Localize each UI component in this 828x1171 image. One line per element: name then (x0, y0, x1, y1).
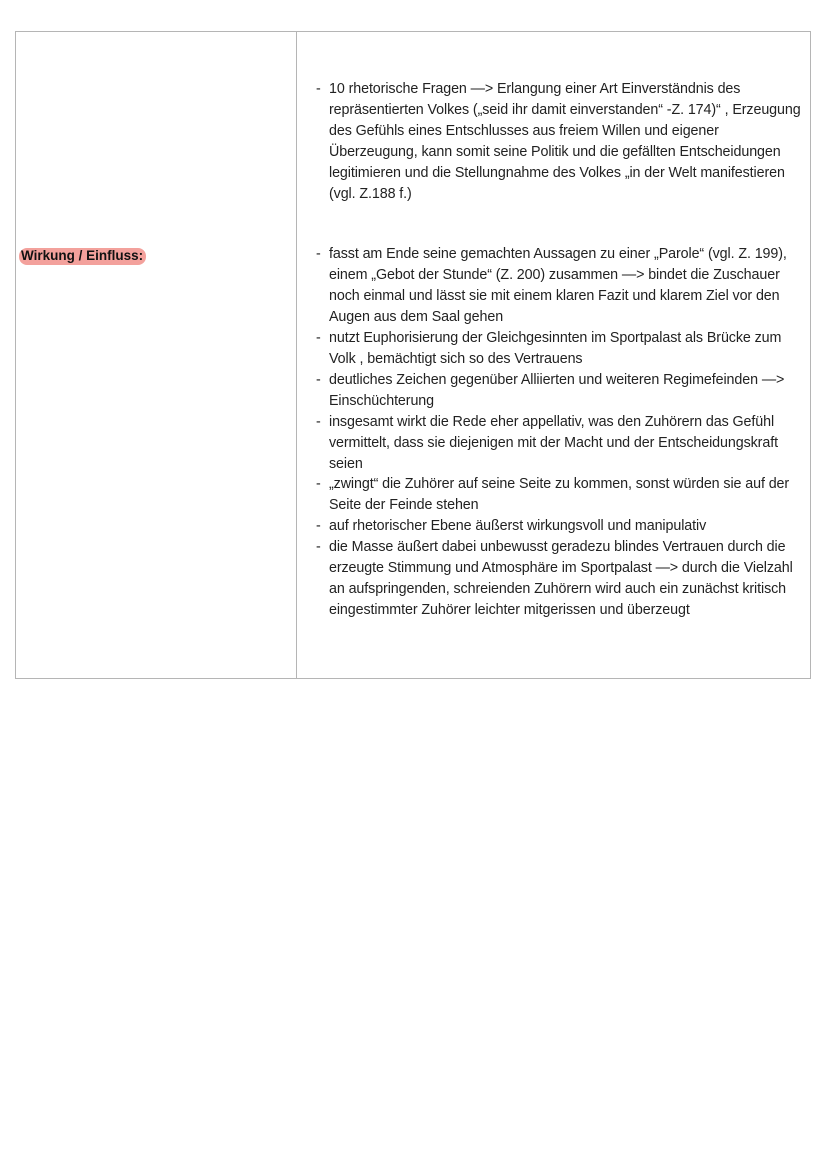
bullet-list-effects (316, 244, 810, 620)
list-item: - die Masse äußert dabei unbewusst geradezu blindes Vertrauen durch die erzeugte Stimmung und Atmosphäre im Sportpalast —> durch die Vielzahl an aufspringenden, schreienden Zuhörern wird auch ein zunächst kritisch eingestimmter Zuhörer leichter mitgerissen und überzeugt (316, 537, 810, 621)
spacer (316, 204, 810, 244)
list-item: - deutliches Zeichen gegenüber Alliierten und weiteren Regimefeinden —> Einschüchterung (316, 370, 810, 412)
bullet-list-rhetorical-questions (316, 79, 810, 204)
list-item: - nutzt Euphorisierung der Gleichgesinnten im Sportpalast als Brücke zum Volk , bemächtigt sich so des Vertrauens (316, 328, 810, 370)
row-label-highlighted: Wirkung / Einfluss: (19, 248, 146, 265)
list-item: - auf rhetorischer Ebene äußerst wirkungsvoll und manipulativ (316, 516, 810, 537)
list-item: - „zwingt“ die Zuhörer auf seine Seite zu kommen, sonst würden sie auf der Seite der Feinde stehen (316, 474, 810, 516)
column-divider (296, 32, 297, 678)
bullet-content (316, 79, 810, 621)
list-item: - 10 rhetorische Fragen —> Erlangung einer Art Einverständnis des repräsentierten Volkes („seid ihr damit einverstanden“ -Z. 174)“ , Erzeugung des Gefühls eines Entschlusses aus freiem Willen und eigener Überzeugung, kann somit seine Politik und die gefällten Entscheidungen legitimieren und die Stellungnahme des Volkes „in der Welt manifestieren (vgl. Z.188 f.) (316, 79, 810, 204)
list-item: - fasst am Ende seine gemachten Aussagen zu einer „Parole“ (vgl. Z. 199), einem „Gebot der Stunde“ (Z. 200) zusammen —> bindet die Zuschauer noch einmal und lässt sie mit einem klaren Fazit und klarem Ziel vor den Augen aus dem Saal gehen (316, 244, 810, 328)
list-item: - insgesamt wirkt die Rede eher appellativ, was den Zuhörern das Gefühl vermittelt, dass sie diejenigen mit der Macht und der Entscheidungskraft seien (316, 412, 810, 475)
